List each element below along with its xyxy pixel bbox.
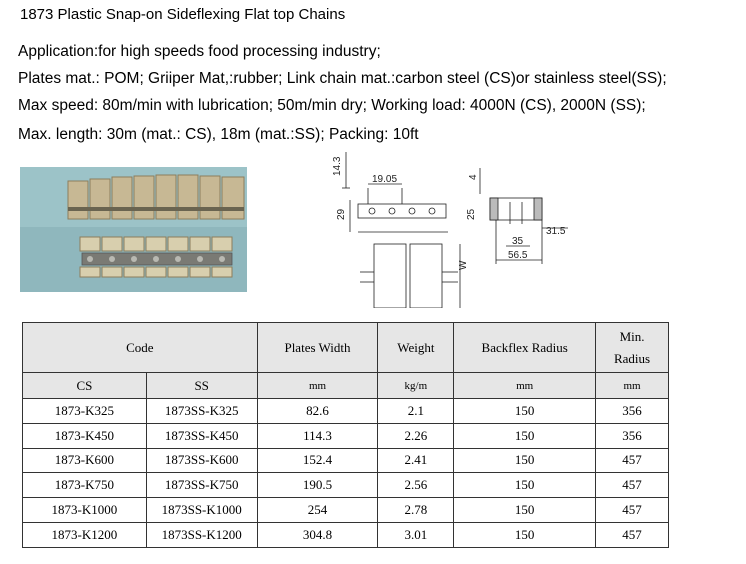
- dim-14-3: 14.3: [332, 156, 343, 176]
- subheader-width-unit: mm: [257, 373, 378, 399]
- header-code: Code: [23, 323, 258, 373]
- cell-cs: 1873-K325: [23, 399, 147, 424]
- cell-width: 254: [257, 498, 378, 523]
- subheader-radius-unit: mm: [596, 373, 669, 399]
- subheader-backflex-unit: mm: [454, 373, 596, 399]
- header-weight: Weight: [378, 323, 454, 373]
- header-min-radius-line2: Radius: [613, 350, 651, 366]
- cell-width: 82.6: [257, 399, 378, 424]
- table-row: [23, 498, 669, 523]
- cell-cs: 1873-K1200: [23, 522, 147, 547]
- cell-weight: 3.01: [378, 522, 454, 547]
- cell-backflex: 150: [454, 498, 596, 523]
- cell-radius: 457: [596, 498, 669, 523]
- cell-weight: 2.41: [378, 448, 454, 473]
- cell-weight: 2.78: [378, 498, 454, 523]
- chain-photo: [20, 167, 247, 292]
- cell-ss: 1873SS-K325: [146, 399, 257, 424]
- cell-ss: 1873SS-K750: [146, 473, 257, 498]
- cell-radius: 457: [596, 522, 669, 547]
- dim-31-5: 31.5: [546, 226, 566, 237]
- header-min-radius-line1: Min.: [619, 328, 645, 344]
- subheader-ss: SS: [146, 373, 257, 399]
- dim-29: 29: [336, 208, 347, 220]
- cell-cs: 1873-K600: [23, 448, 147, 473]
- table-row: [23, 423, 669, 448]
- cell-width: 304.8: [257, 522, 378, 547]
- table-row: [23, 448, 669, 473]
- table-row: [23, 399, 669, 424]
- technical-drawing: [320, 148, 580, 308]
- subheader-weight-unit: kg/m: [378, 373, 454, 399]
- cell-radius: 457: [596, 473, 669, 498]
- table-row: [23, 473, 669, 498]
- dim-25: 25: [466, 208, 477, 220]
- subheader-cs: CS: [23, 373, 147, 399]
- speed-load-line: Max speed: 80m/min with lubrication; 50m/min dry; Working load: 4000N (CS), 2000N (SS);: [18, 97, 646, 114]
- materials-line: Plates mat.: POM; Griiper Mat,:rubber; Link chain mat.:carbon steel (CS)or stainless steel(SS);: [18, 70, 667, 87]
- cell-weight: 2.56: [378, 473, 454, 498]
- cell-radius: 457: [596, 448, 669, 473]
- cell-backflex: 150: [454, 473, 596, 498]
- cell-backflex: 150: [454, 448, 596, 473]
- cell-width: 114.3: [257, 423, 378, 448]
- dim-w: W: [458, 260, 469, 270]
- application-line: Application:for high speeds food processing industry;: [18, 43, 381, 60]
- header-backflex: Backflex Radius: [454, 323, 596, 373]
- table-header-row: [23, 323, 669, 373]
- cell-ss: 1873SS-K450: [146, 423, 257, 448]
- table-subheader-row: [23, 373, 669, 399]
- table-row: [23, 522, 669, 547]
- cell-backflex: 150: [454, 522, 596, 547]
- cell-cs: 1873-K1000: [23, 498, 147, 523]
- cell-ss: 1873SS-K1200: [146, 522, 257, 547]
- cell-backflex: 150: [454, 423, 596, 448]
- cell-backflex: 150: [454, 399, 596, 424]
- cell-weight: 2.26: [378, 423, 454, 448]
- cell-cs: 1873-K450: [23, 423, 147, 448]
- dim-4: 4: [468, 174, 479, 180]
- cell-radius: 356: [596, 423, 669, 448]
- cell-width: 190.5: [257, 473, 378, 498]
- spec-table: [22, 322, 669, 548]
- dim-19-05: 19.05: [372, 174, 398, 185]
- cell-radius: 356: [596, 399, 669, 424]
- header-min-radius: [596, 323, 669, 373]
- cell-ss: 1873SS-K1000: [146, 498, 257, 523]
- length-packing-line: Max. length: 30m (mat.: CS), 18m (mat.:SS); Packing: 10ft: [18, 126, 419, 143]
- cell-ss: 1873SS-K600: [146, 448, 257, 473]
- header-plates-width: Plates Width: [257, 323, 378, 373]
- cell-cs: 1873-K750: [23, 473, 147, 498]
- dim-35: 35: [512, 236, 524, 247]
- page-title: 1873 Plastic Snap-on Sideflexing Flat top Chains: [20, 6, 346, 23]
- dim-56-5: 56.5: [508, 250, 528, 261]
- cell-width: 152.4: [257, 448, 378, 473]
- cell-weight: 2.1: [378, 399, 454, 424]
